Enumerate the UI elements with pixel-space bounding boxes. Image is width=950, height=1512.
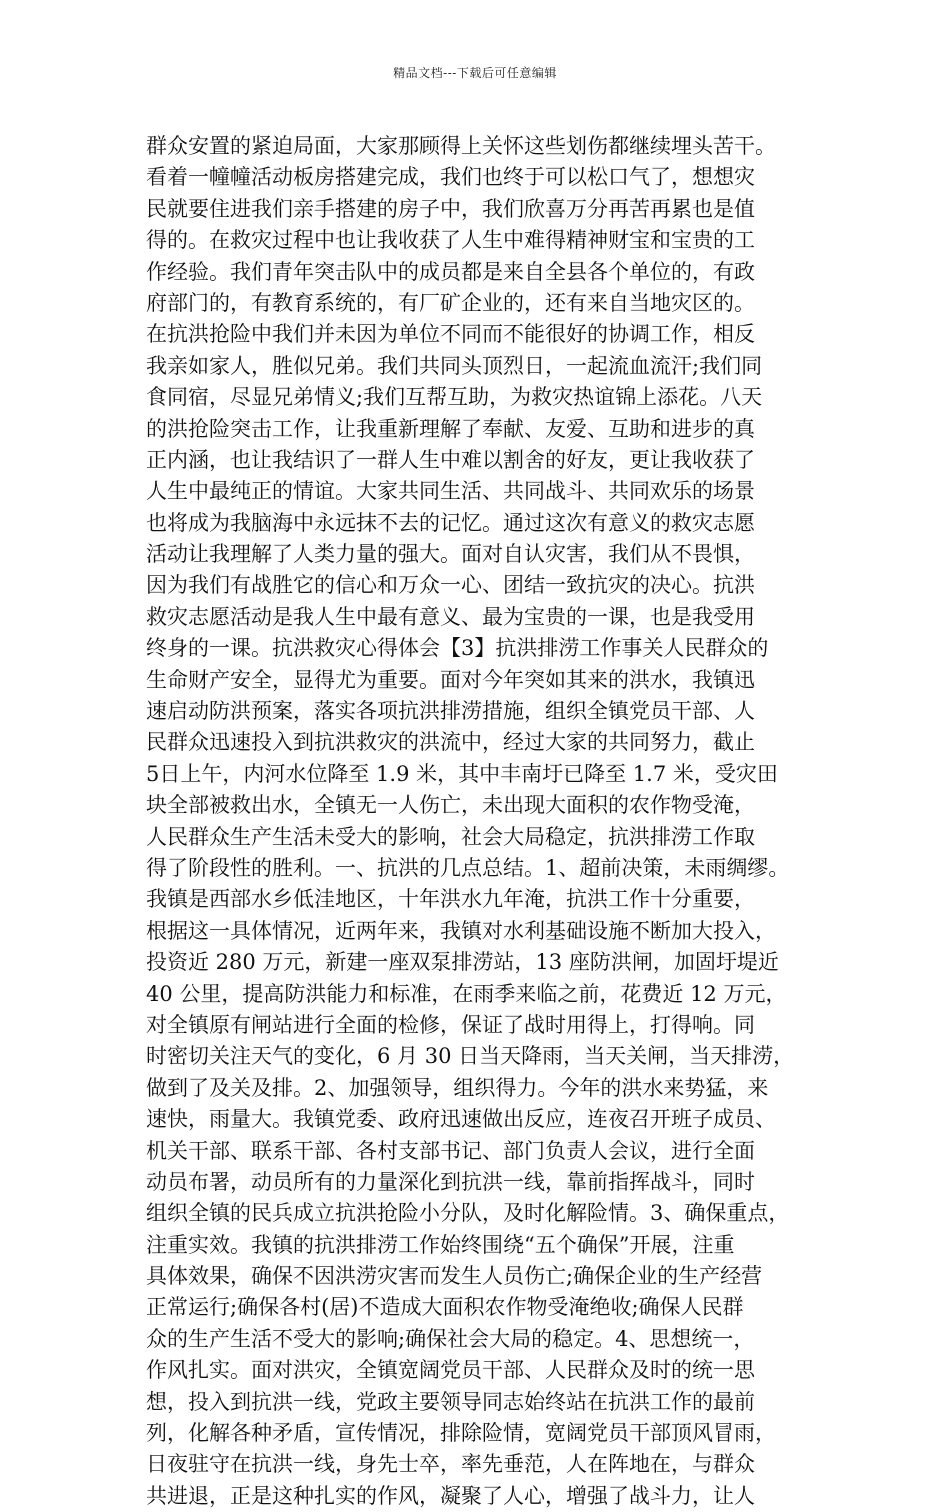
text-line: 也将成为我脑海中永远抹不去的记忆。通过这次有意义的救灾志愿 xyxy=(146,510,755,535)
text-line: 投资近 280 万元，新建一座双泵排涝站，13 座防洪闸，加固圩堤近 xyxy=(146,950,779,975)
text-line: 我亲如家人，胜似兄弟。我们共同头顶烈日，一起流血流汗;我们同 xyxy=(146,353,763,378)
text-line: 根据这一具体情况，近两年来，我镇对水利基础设施不断加大投入， xyxy=(146,918,776,943)
text-line: 块全部被救出水，全镇无一人伤亡，未出现大面积的农作物受淹， xyxy=(146,793,755,818)
text-line: 因为我们有战胜它的信心和万众一心、团结一致抗灾的决心。抗洪 xyxy=(146,573,755,598)
text-line: 机关干部、联系干部、各村支部书记、部门负责人会议，进行全面 xyxy=(146,1138,755,1163)
text-line: 想，投入到抗洪一线，党政主要领导同志始终站在抗洪工作的最前 xyxy=(146,1389,755,1414)
text-line: 正内涵，也让我结识了一群人生中难以割舍的好友，更让我收获了 xyxy=(146,447,755,472)
text-line: 时密切关注天气的变化，6 月 30 日当天降雨，当天关闸，当天排涝， xyxy=(146,1044,795,1069)
text-line: 人生中最纯正的情谊。大家共同生活、共同战斗、共同欢乐的场景 xyxy=(146,479,755,504)
text-line: 组织全镇的民兵成立抗洪抢险小分队，及时化解险情。3、确保重点， xyxy=(146,1201,790,1226)
text-line: 作经验。我们青年突击队中的成员都是来自全县各个单位的，有政 xyxy=(146,259,755,284)
body-text xyxy=(146,131,826,1512)
text-line: 做到了及关及排。2、加强领导，组织得力。今年的洪水来势猛，来 xyxy=(146,1075,769,1100)
text-line: 活动让我理解了人类力量的强大。面对自认灾害，我们从不畏惧， xyxy=(146,542,755,567)
text-line: 食同宿，尽显兄弟情义;我们互帮互助，为救灾热谊锦上添花。八天 xyxy=(146,385,763,410)
text-line: 群众安置的紧迫局面，大家那顾得上关怀这些划伤都继续埋头苦干。 xyxy=(146,134,776,158)
text-line: 人民群众生产生活未受大的影响，社会大局稳定，抗洪排涝工作取 xyxy=(146,824,755,849)
text-line: 作风扎实。面对洪灾，全镇宽阔党员干部、人民群众及时的统一思 xyxy=(146,1358,755,1383)
text-line: 具体效果，确保不因洪涝灾害而发生人员伤亡;确保企业的生产经营 xyxy=(146,1264,763,1289)
text-line: 动员布署，动员所有的力量深化到抗洪一线，靠前指挥战斗，同时 xyxy=(146,1169,755,1194)
text-line: 看着一幢幢活动板房搭建完成，我们也终于可以松口气了，想想灾 xyxy=(146,165,755,190)
text-line: 救灾志愿活动是我人生中最有意义、最为宝贵的一课，也是我受用 xyxy=(146,604,755,629)
text-line: 对全镇原有闸站进行全面的检修，保证了战时用得上，打得响。同 xyxy=(146,1012,755,1037)
text-line: 正常运行;确保各村(居)不造成大面积农作物受淹绝收;确保人民群 xyxy=(146,1295,744,1320)
text-line: 速快，雨量大。我镇党委、政府迅速做出反应，连夜召开班子成员、 xyxy=(146,1107,776,1132)
text-line: 民群众迅速投入到抗洪救灾的洪流中，经过大家的共同努力，截止 xyxy=(146,730,755,755)
text-line: 日夜驻守在抗洪一线，身先士卒，率先垂范，人在阵地在，与群众 xyxy=(146,1452,755,1477)
text-line: 生命财产安全，显得尤为重要。面对今年突如其来的洪水，我镇迅 xyxy=(146,667,755,692)
text-line: 民就要住进我们亲手搭建的房子中，我们欣喜万分再苦再累也是值 xyxy=(146,196,755,221)
text-line: 众的生产生活不受大的影响;确保社会大局的稳定。4、思想统一， xyxy=(146,1326,755,1351)
text-line: 得了阶段性的胜利。一、抗洪的几点总结。1、超前决策，未雨绸缪。 xyxy=(146,855,790,880)
text-line: 40 公里，提高防洪能力和标准，在雨季来临之前，花费近 12 万元， xyxy=(146,981,787,1006)
text-line: 速启动防洪预案，落实各项抗洪排涝措施，组织全镇党员干部、人 xyxy=(146,699,755,724)
text-line: 注重实效。我镇的抗洪排涝工作始终围绕“五个确保”开展，注重 xyxy=(146,1232,735,1257)
text-line: 终身的一课。抗洪救灾心得体会【3】抗洪排涝工作事关人民群众的 xyxy=(146,636,769,661)
text-line: 我镇是西部水乡低洼地区，十年洪水九年淹，抗洪工作十分重要， xyxy=(146,887,755,912)
text-line: 得的。在救灾过程中也让我收获了人生中难得精神财宝和宝贵的工 xyxy=(146,228,755,253)
text-line: 的洪抢险突击工作，让我重新理解了奉献、友爱、互助和进步的真 xyxy=(146,416,755,441)
text-line: 列，化解各种矛盾，宣传情况，排除险情，宽阔党员干部顶风冒雨， xyxy=(146,1421,776,1446)
text-line: 共进退，正是这种扎实的作风，凝聚了人心，增强了战斗力，让人 xyxy=(146,1483,755,1508)
text-line: 在抗洪抢险中我们并未因为单位不同而不能很好的协调工作，相反 xyxy=(146,322,755,347)
text-line: 府部门的，有教育系统的，有厂矿企业的，还有来自当地灾区的。 xyxy=(146,290,755,315)
page-header: 精品文档---下载后可任意编辑 xyxy=(393,66,557,80)
text-line: 5日上午，内河水位降至 1.9 米，其中丰南圩已降至 1.7 米，受灾田 xyxy=(146,761,778,786)
